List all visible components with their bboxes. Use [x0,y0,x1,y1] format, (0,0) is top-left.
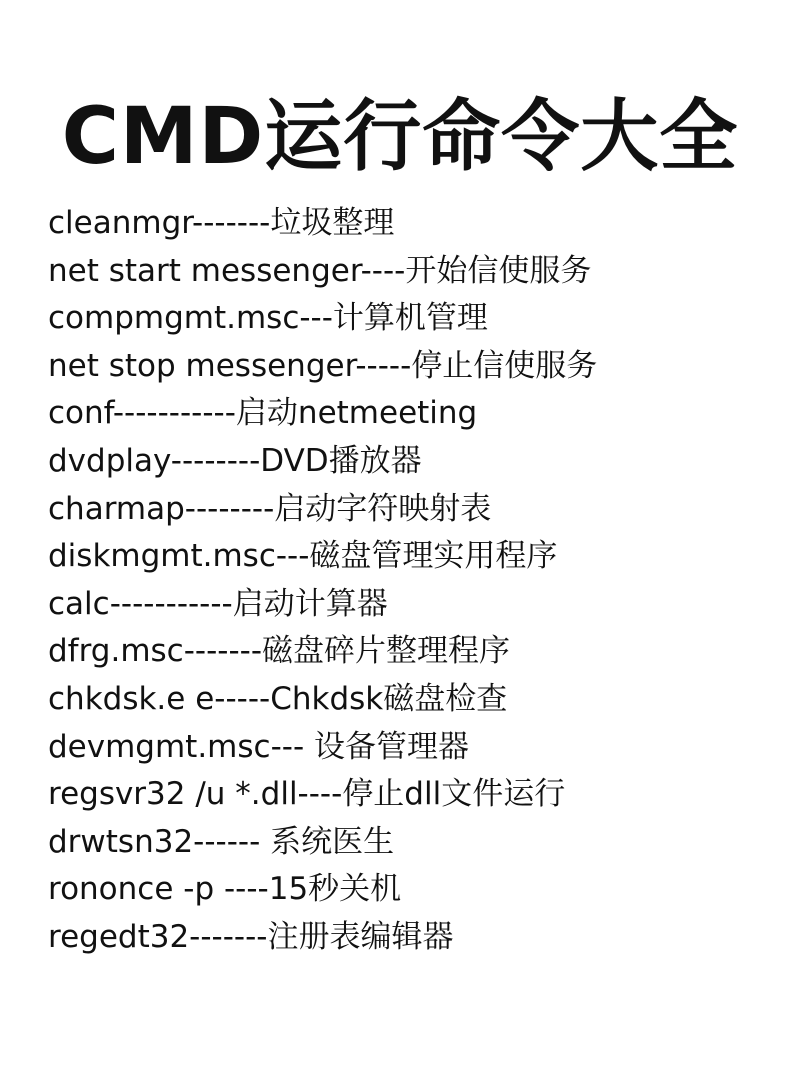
command-item: compmgmt.msc---计算机管理 [48,300,488,337]
command-item: rononce -p ----15秒关机 [48,871,402,908]
command-item: regsvr32 /u *.dll----停止dll文件运行 [48,776,566,813]
command-item: net stop messenger-----停止信使服务 [48,347,598,384]
page-title: CMD运行命令大全 [61,92,739,183]
command-item: diskmgmt.msc---磁盘管理实用程序 [48,538,558,575]
command-item: chkdsk.e e-----Chkdsk磁盘检查 [48,680,508,717]
command-item: net start messenger----开始信使服务 [48,252,592,289]
command-item: charmap--------启动字符映射表 [48,490,492,527]
command-item: cleanmgr-------垃圾整理 [48,205,395,241]
command-item: drwtsn32------ 系统医生 [48,823,395,860]
command-item: regedt32-------注册表编辑器 [48,918,454,955]
command-item: conf-----------启动netmeeting [48,395,478,432]
command-item: dfrg.msc-------磁盘碎片整理程序 [48,633,511,670]
command-item: devmgmt.msc--- 设备管理器 [48,728,469,765]
command-item: calc-----------启动计算器 [48,585,388,622]
command-item: dvdplay--------DVD播放器 [48,442,422,479]
command-list [48,200,788,962]
